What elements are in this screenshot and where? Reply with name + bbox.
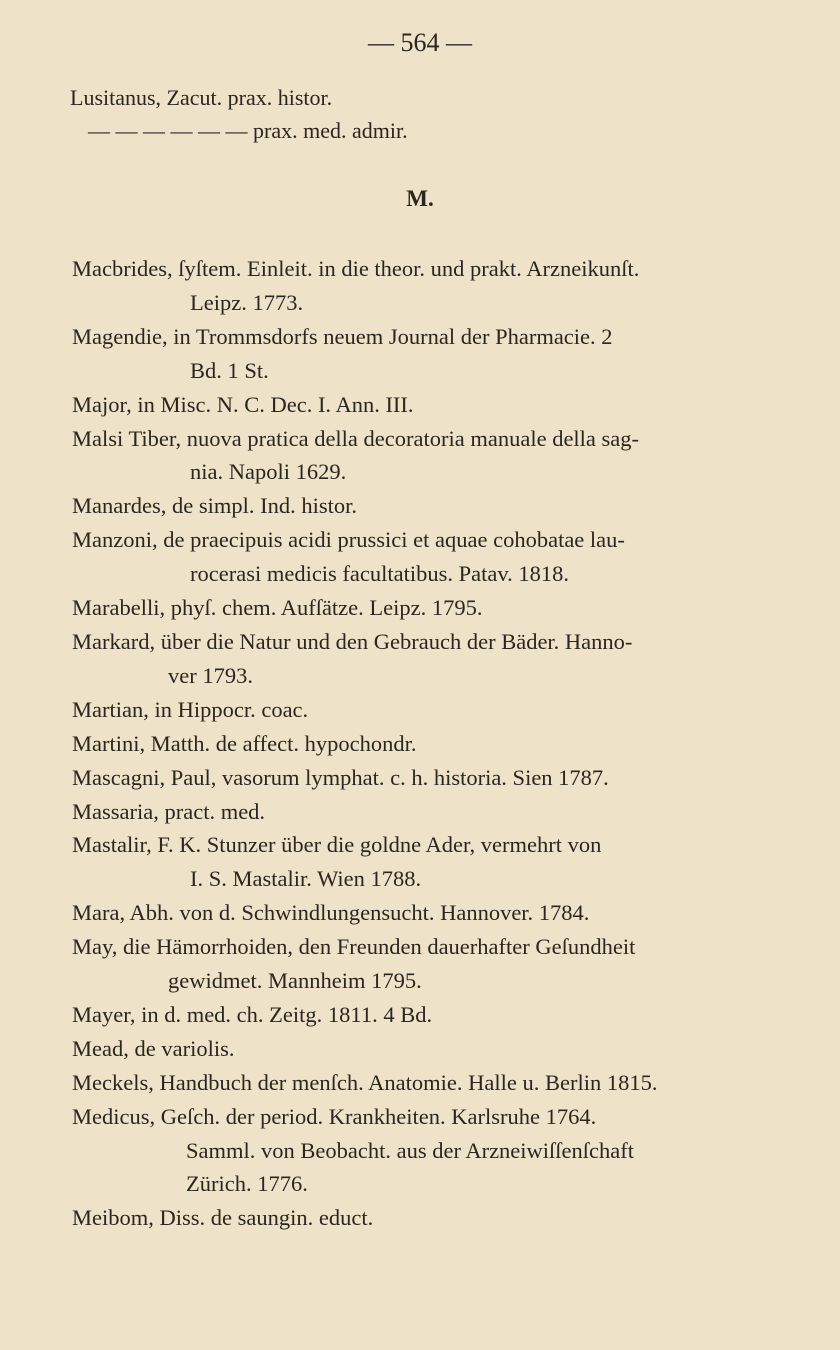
list-item: Mastalir, F. K. Stunzer über die goldne Ader, vermehrt von: [72, 832, 602, 858]
list-item: Magendie, in Trommsdorfs neuem Journal der Pharmacie. 2: [72, 323, 613, 349]
list-item: Macbrides, ſyſtem. Einleit. in die theor. und prakt. Arzneikunſt.: [72, 256, 640, 281]
list-item: Medicus, Geſch. der period. Krankheiten. Karlsruhe 1764.: [72, 1103, 597, 1129]
list-item: Markard, über die Natur und den Gebrauch der Bäder. Hanno-: [72, 628, 633, 654]
list-item-continuation: rocerasi medicis facultatibus. Patav. 1818.: [190, 561, 570, 587]
list-item: Martian, in Hippocr. coac.: [72, 696, 309, 722]
list-item: Meckels, Handbuch der menſch. Anatomie. Halle u. Berlin 1815.: [72, 1069, 658, 1095]
list-item: Mayer, in d. med. ch. Zeitg. 1811. 4 Bd.: [72, 1001, 433, 1027]
carryover-line-2: — — — — — — prax. med. admir.: [88, 118, 408, 143]
list-item: Mead, de variolis.: [72, 1035, 235, 1061]
list-item-continuation: Bd. 1 St.: [190, 357, 269, 383]
list-item-continuation: Leipz. 1773.: [190, 289, 304, 315]
page-number: — 564 —: [368, 28, 472, 57]
list-item-continuation: gewidmet. Mannheim 1795.: [168, 968, 422, 994]
list-item-continuation: Zürich. 1776.: [186, 1171, 308, 1197]
list-item: Manardes, de simpl. Ind. histor.: [72, 493, 357, 519]
list-item-continuation: I. S. Mastalir. Wien 1788.: [190, 866, 422, 892]
list-item: Malsi Tiber, nuova pratica della decoratoria manuale della sag-: [72, 425, 640, 451]
list-item: Mascagni, Paul, vasorum lymphat. c. h. historia. Sien 1787.: [72, 764, 609, 790]
list-item: Major, in Misc. N. C. Dec. I. Ann. III.: [72, 391, 414, 417]
list-item: Mara, Abh. von d. Schwindlungensucht. Hannover. 1784.: [72, 900, 590, 926]
list-item-continuation: nia. Napoli 1629.: [190, 459, 347, 485]
list-item: Manzoni, de praecipuis acidi prussici et aquae cohobatae lau-: [72, 527, 625, 553]
list-item: Massaria, pract. med.: [72, 798, 266, 824]
list-item: Martini, Matth. de affect. hypochondr.: [72, 730, 417, 756]
list-item: Meibom, Diss. de saungin. educt.: [72, 1205, 374, 1231]
section-letter: M.: [406, 186, 434, 211]
carryover-line-1: Lusitanus, Zacut. prax. histor.: [70, 85, 333, 110]
list-item: May, die Hämorrhoiden, den Freunden dauerhafter Geſundheit: [72, 934, 636, 960]
bibliography-list: [72, 252, 792, 1235]
list-item-continuation: ver 1793.: [168, 662, 253, 688]
list-item: Marabelli, phyſ. chem. Aufſätze. Leipz. 1795.: [72, 595, 483, 621]
list-item-continuation: Samml. von Beobacht. aus der Arzneiwiſſenſchaft: [186, 1137, 635, 1163]
